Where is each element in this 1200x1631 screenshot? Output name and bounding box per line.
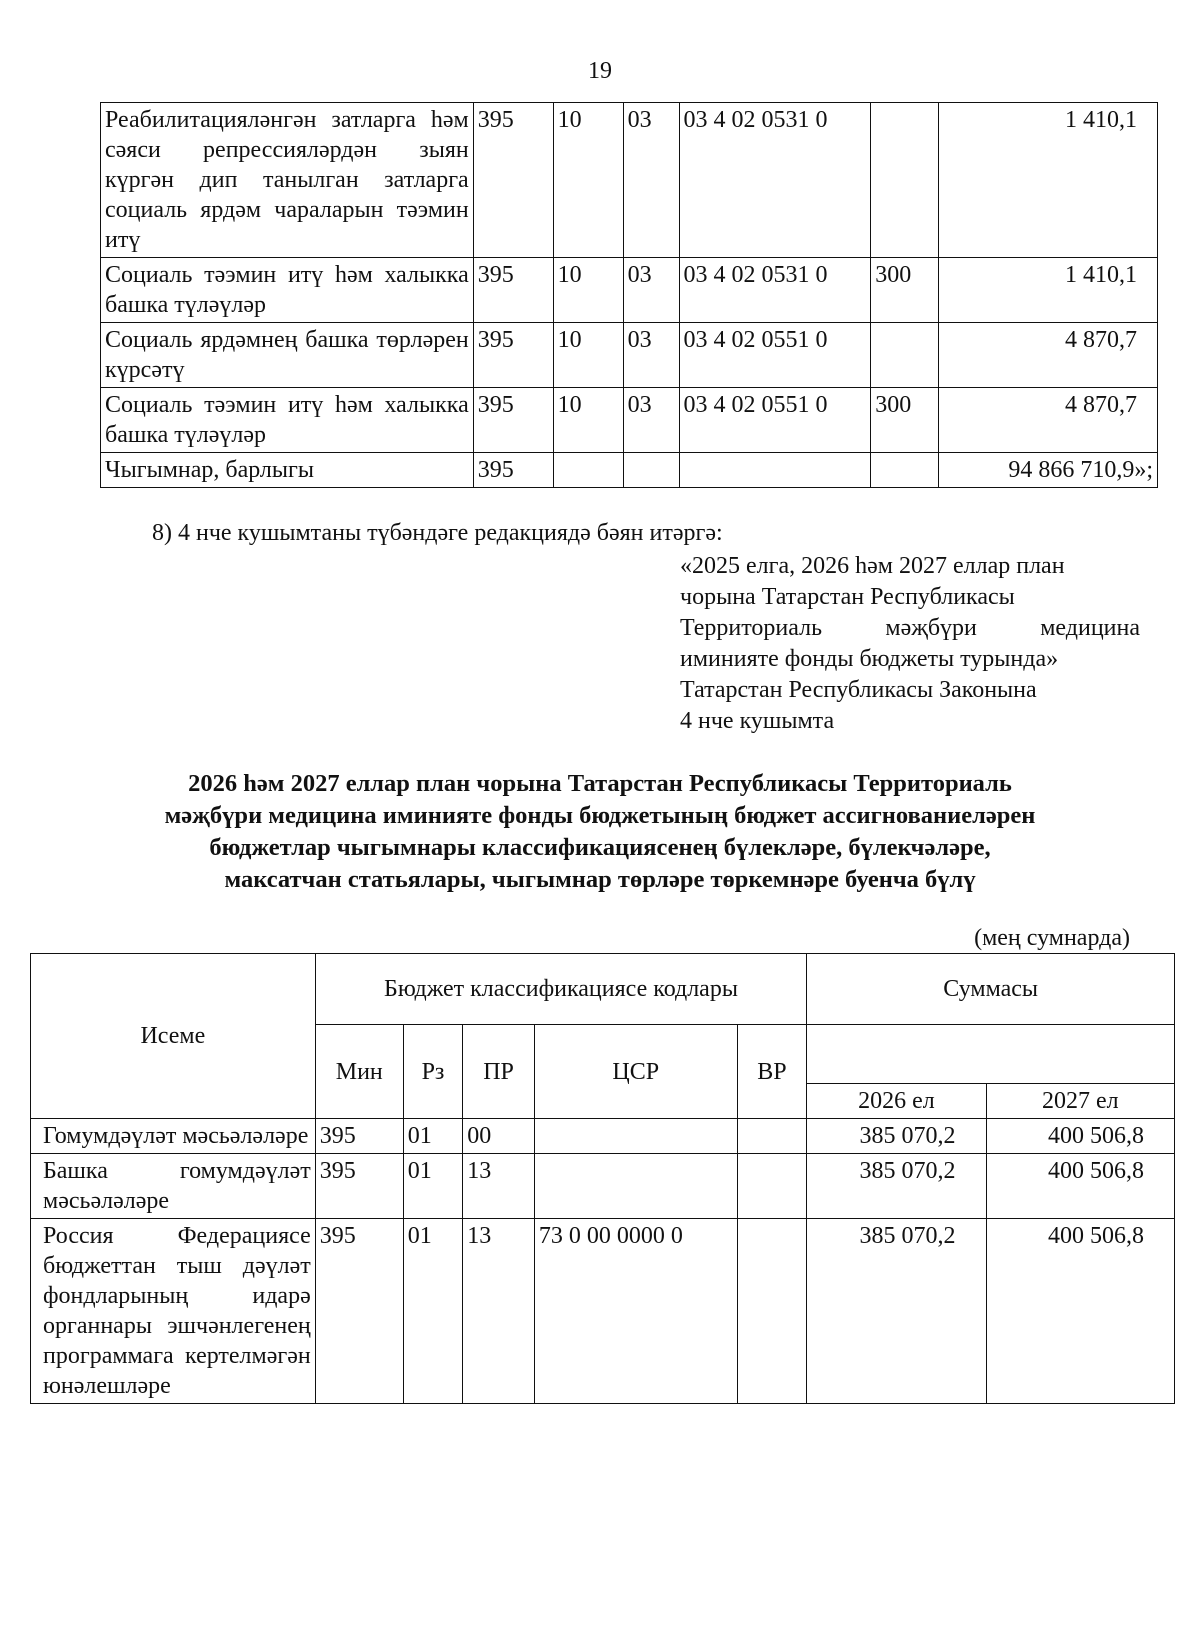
amount: 94 866 710,9»;	[939, 453, 1158, 488]
appendix-line: «2025 елга, 2026 һәм 2027 еллар план	[680, 553, 1065, 579]
title-line: 2026 һәм 2027 еллар план чорына Татарстан Республикасы Территориаль	[188, 770, 1012, 797]
appendix-line: Территориаль мәҗбүри медицина	[680, 615, 1140, 641]
amount-2027: 400 506,8	[986, 1219, 1174, 1404]
row-name: Социаль тәэмин итү һәм халыкка башка түләүләр	[101, 388, 474, 453]
appendix-line: иминияте фонды бюджеты турында»	[680, 646, 1059, 672]
row-name: Россия Федерациясе бюджеттан тыш дәүләт фондларының идарә органнары эшчәнлегенең программага кертелмәгән юнәлешләре	[31, 1219, 316, 1404]
code-pr: 13	[463, 1219, 535, 1404]
code-csr	[534, 1119, 737, 1154]
table-row	[31, 1154, 1175, 1219]
amount-2027: 400 506,8	[986, 1119, 1174, 1154]
code-vr: 300	[871, 388, 939, 453]
table-row	[101, 323, 1158, 388]
allocation-table	[30, 953, 1175, 1404]
code-rz: 10	[553, 323, 623, 388]
total-row	[101, 453, 1158, 488]
title-line: бюджетлар чыгымнары классификациясенең бүлекләре, бүлекчәләре,	[209, 834, 991, 861]
row-name: Гомумдәүләт мәсьәләләре	[31, 1119, 316, 1154]
code-rz: 01	[403, 1119, 462, 1154]
row-name: Социаль тәэмин итү һәм халыкка башка түләүләр	[101, 258, 474, 323]
code-pr: 00	[463, 1119, 535, 1154]
amount: 4 870,7	[939, 388, 1158, 453]
amount-2027: 400 506,8	[986, 1154, 1174, 1219]
code-min: 395	[473, 258, 553, 323]
header-min: Мин	[315, 1025, 403, 1119]
amount: 1 410,1	[939, 258, 1158, 323]
code-csr	[679, 453, 871, 488]
code-rz: 01	[403, 1219, 462, 1404]
code-pr: 13	[463, 1154, 535, 1219]
header-2027: 2027 ел	[986, 1084, 1174, 1119]
header-csr: ЦСР	[534, 1025, 737, 1119]
appendix-line: Татарстан Республикасы Законына	[680, 677, 1037, 703]
expenditure-table-continued	[100, 102, 1158, 488]
title-line: максатчан статьялары, чыгымнар төрләре төркемнәре буенча бүлү	[224, 866, 976, 893]
code-csr: 03 4 02 0531 0	[679, 258, 871, 323]
code-min: 395	[315, 1154, 403, 1219]
unit-note: (мең сумнарда)	[974, 925, 1130, 951]
code-rz: 01	[403, 1154, 462, 1219]
code-vr	[871, 323, 939, 388]
code-min: 395	[315, 1119, 403, 1154]
title-line: мәҗбүри медицина иминияте фонды бюджетының бюджет ассигнованиеләрен	[164, 802, 1036, 829]
code-min: 395	[473, 388, 553, 453]
code-pr	[623, 453, 679, 488]
header-amounts: Суммасы	[807, 954, 1175, 1025]
amount-2026: 385 070,2	[807, 1119, 986, 1154]
row-name: Башка гомумдәүләт мәсьәләләре	[31, 1154, 316, 1219]
amount-2026: 385 070,2	[807, 1154, 986, 1219]
row-name: Чыгымнар, барлыгы	[101, 453, 474, 488]
table-row	[101, 258, 1158, 323]
amount: 1 410,1	[939, 103, 1158, 258]
header-vr: ВР	[737, 1025, 807, 1119]
appendix-line: 4 нче кушымта	[680, 708, 835, 734]
appendix-reference	[680, 551, 1140, 737]
code-rz: 10	[553, 258, 623, 323]
appendix-line: чорына Татарстан Республикасы	[680, 584, 1015, 610]
code-rz: 10	[553, 103, 623, 258]
header-codes: Бюджет классификациясе кодлары	[315, 954, 807, 1025]
header-2026: 2026 ел	[807, 1084, 986, 1119]
header-rz: Рз	[403, 1025, 462, 1119]
header-pr: ПР	[463, 1025, 535, 1119]
amount-2026: 385 070,2	[807, 1219, 986, 1404]
code-pr: 03	[623, 323, 679, 388]
code-min: 395	[473, 103, 553, 258]
page-number: 19	[588, 58, 612, 84]
code-vr	[737, 1154, 807, 1219]
row-name: Социаль ярдәмнең башка төрләрен күрсәтү	[101, 323, 474, 388]
code-rz	[553, 453, 623, 488]
code-csr: 73 0 00 0000 0	[534, 1219, 737, 1404]
code-csr	[534, 1154, 737, 1219]
code-pr: 03	[623, 258, 679, 323]
item-8-text: 8) 4 нче кушымтаны түбәндәге редакциядә бәян итәргә:	[152, 520, 723, 546]
code-min: 395	[315, 1219, 403, 1404]
table-row	[31, 1219, 1175, 1404]
document-title	[80, 768, 1120, 896]
code-vr	[871, 103, 939, 258]
code-csr: 03 4 02 0531 0	[679, 103, 871, 258]
code-min: 395	[473, 453, 553, 488]
header-spacer	[807, 1025, 1175, 1084]
code-vr	[737, 1119, 807, 1154]
code-rz: 10	[553, 388, 623, 453]
code-csr: 03 4 02 0551 0	[679, 323, 871, 388]
code-pr: 03	[623, 388, 679, 453]
code-vr: 300	[871, 258, 939, 323]
code-pr: 03	[623, 103, 679, 258]
code-vr	[871, 453, 939, 488]
code-min: 395	[473, 323, 553, 388]
table-row	[101, 103, 1158, 258]
table-row	[31, 1119, 1175, 1154]
amount: 4 870,7	[939, 323, 1158, 388]
header-row	[31, 954, 1175, 1025]
table-row	[101, 388, 1158, 453]
code-vr	[737, 1219, 807, 1404]
code-csr: 03 4 02 0551 0	[679, 388, 871, 453]
header-name: Исеме	[31, 954, 316, 1119]
row-name: Реабилитацияләнгән затларга һәм сәяси репрессияләрдән зыян күргән дип танылган затларга социаль ярдәм чараларын тәэмин итү	[101, 103, 474, 258]
